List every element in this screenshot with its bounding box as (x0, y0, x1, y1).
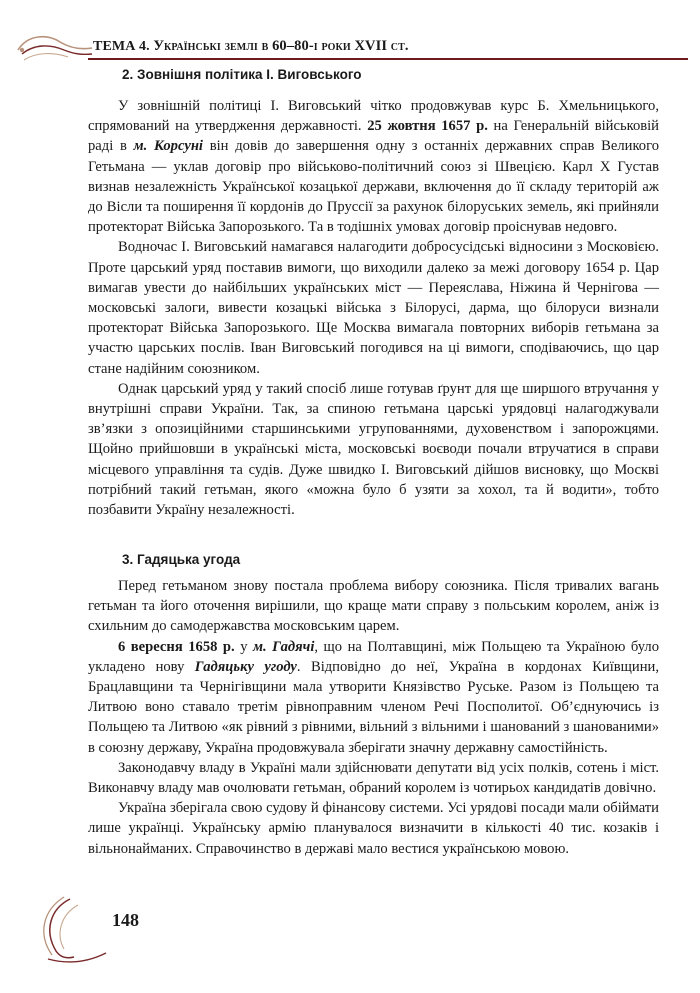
paragraph-text: . Відповідно до неї, Україна в кордонах Київщини, Брацлавщини та Чернігівщини мала утворити Князівство Руське. Разом із Польщею та Литвою воно ставало третім рівноправним членом Речі Посполитої. Об’єднуючись із Польщею та Литвою «як рівний з рівними, вільний з вільними і шанований з шанованими» в союзну державу, Україна продовжувала зберігати значну державну самостійність. (88, 658, 659, 756)
header-ornament-icon (14, 30, 94, 64)
page-number: 148 (112, 910, 139, 930)
footer-ornament-icon (30, 895, 110, 965)
paragraph-text: Водночас І. Виговський намагався налагодити добросусідські відносини з Московією. Проте царський уряд поставив вимоги, що виходили далеко за межі договору 1654 р. Цар вимагав увести до найбільших українських міст — Переяслава, Ніжина й Чернігова — московські залоги, вивести козацькі війська з Білорусі, дарма, що білоруси визнали протекторат Війська Запорозького. Ще Москва вимагала повторних виборів гетьмана за участю царських послів. Іван Виговський погодився на ці вимоги, сподіваючись, що цар стане надійним союзником. (88, 239, 659, 377)
section-2-heading: 2. Зовнішня політика І. Виговського (122, 67, 362, 82)
emphasis-text: 6 вересня 1658 р. (118, 638, 235, 655)
paragraph (88, 758, 659, 798)
paragraph (88, 798, 659, 859)
paragraph-text: у (234, 638, 253, 655)
paragraph-text: У зовнішній політиці І. Виговський чітко продовжував курс Б. Хмельницького, спрямований на утвердження державності. (88, 98, 659, 135)
paragraph-text: Законодавчу владу в Україні мали здійснювати депутати від усіх полків, сотень і міст. Виконавчу владу мав очолювати гетьман, обраний королем із чотирьох кандидатів довічно. (88, 759, 659, 797)
paragraph-text: на Генеральній військовій раді в (88, 118, 659, 155)
emphasis-text: 25 жовтня 1657 р. (367, 118, 488, 135)
paragraph (88, 379, 659, 520)
header-topic-prefix: ТЕМА 4. (93, 39, 150, 54)
header-divider (88, 58, 688, 60)
paragraph-text: Перед гетьманом знову постала проблема вибору союзника. Після тривалих вагань гетьман та його оточення вирішили, що краще мати справу з польським королем, аніж із схильним до самодержавства московським царем. (88, 578, 659, 635)
paragraph-text: , що на Полтавщині, між Польщею та Україною було укладено нову (88, 638, 659, 675)
section-3-body (88, 576, 659, 859)
section-3-heading: 3. Гадяцька угода (122, 552, 241, 567)
emphasis-text: м. Гадячі (253, 638, 315, 655)
header-title (93, 38, 653, 55)
paragraph (88, 237, 659, 378)
paragraph (88, 96, 659, 237)
paragraph-text: Однак царський уряд у такий спосіб лише готував ґрунт для ще ширшого втручання у внутрішні справи України. Так, за спиною гетьмана царські урядовці налагоджували зв’язки з опозиційними старшинськими угрупованнями, духовенством і запорожцями. Щойно прийшовши в українські міста, московські воєводи почали втручатися в справи місцевого управління та судів. Дуже швидко І. Виговський дійшов висновку, що Москві потрібний такий гетьман, якого «можна було б узяти за хохол, та й водити», тобто позбавити Україну незалежності. (88, 380, 659, 519)
header-topic-title: Українські землі в 60–80-і роки XVII ст. (153, 38, 409, 54)
emphasis-text: м. Корсуні (133, 138, 203, 155)
paragraph (88, 637, 659, 758)
section-2-body (88, 96, 659, 520)
emphasis-text: Гадяцьку угоду (194, 658, 297, 675)
paragraph-text: він довів до завершення одну з останніх державних справ Великого Гетьмана — уклав договір про військово-політичний союз зі Швецією. Карл X Густав визнав незалежність Української козацької держави, включення до її складу територій аж до Вісли та поширення її кордонів до Пруссії за рахунок білоруських земель, які прийняли протекторат Війська Запорозького. Та в тодішніх умовах договір проіснував недовго. (88, 138, 660, 236)
paragraph-text: Україна зберігала свою судову й фінансову системи. Усі урядові посади мали обіймати лише українці. Українську армію планувалося визначити в кількості 40 тис. козаків і вільнонайманих. Справочинство в державі мало вестися українською мовою. (88, 800, 659, 857)
paragraph (88, 576, 659, 637)
